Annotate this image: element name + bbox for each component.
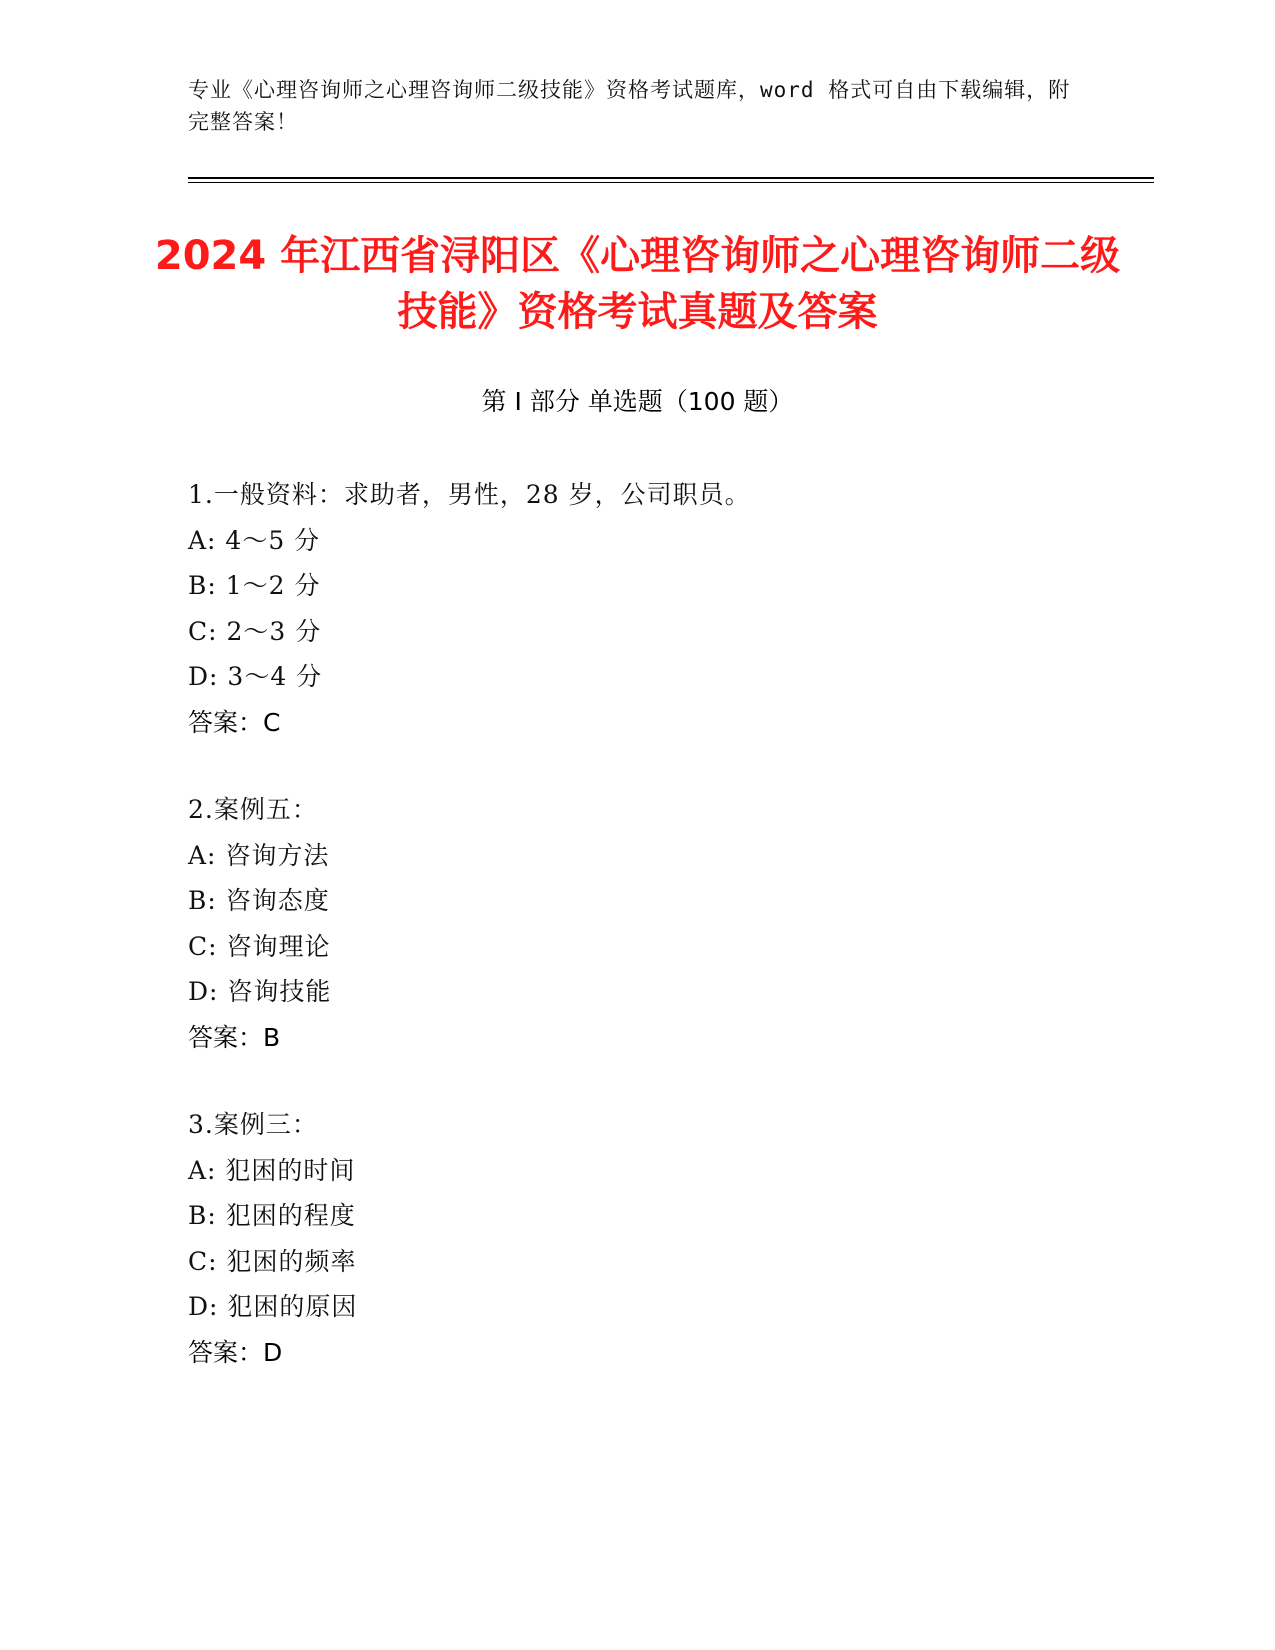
question-item: [188, 472, 1088, 745]
header-rule-thick: [188, 177, 1154, 179]
option-d: D: 咨询技能: [188, 977, 332, 1006]
option-d: D: 犯困的原因: [188, 1292, 358, 1321]
option-c: C: 2～3 分: [188, 616, 322, 646]
question-item: [188, 787, 1088, 1060]
question-list: [188, 472, 1088, 1417]
answer-line: 答案：D: [188, 1337, 283, 1367]
option-c: C: 咨询理论: [188, 931, 331, 961]
option-d: D: 3～4 分: [188, 662, 323, 691]
header-rule-thin: [188, 182, 1154, 183]
option-a: A: 犯困的时间: [188, 1155, 356, 1185]
document-title: 2024 年江西省浔阳区《心理咨询师之心理咨询师二级技能》资格考试真题及答案: [154, 233, 1121, 335]
question-stem: 2.案例五：: [188, 795, 318, 824]
answer-line: 答案：B: [188, 1022, 281, 1052]
question-stem: 1.一般资料：求助者，男性，28 岁，公司职员。: [188, 480, 751, 509]
option-b: B: 咨询态度: [188, 886, 330, 915]
option-c: C: 犯困的频率: [188, 1246, 357, 1276]
question-item: [188, 1102, 1088, 1375]
header-note: 专业《心理咨询师之心理咨询师二级技能》资格考试题库，word 格式可自由下载编辑，附完整答案！: [188, 78, 1071, 134]
answer-line: 答案：C: [188, 707, 281, 737]
section-heading: 第 I 部分 单选题（100 题）: [481, 387, 794, 416]
option-b: B: 1～2 分: [188, 571, 321, 600]
option-a: A: 咨询方法: [188, 840, 330, 870]
option-a: A: 4～5 分: [188, 525, 321, 555]
option-b: B: 犯困的程度: [188, 1201, 356, 1230]
question-stem: 3.案例三：: [188, 1110, 318, 1139]
